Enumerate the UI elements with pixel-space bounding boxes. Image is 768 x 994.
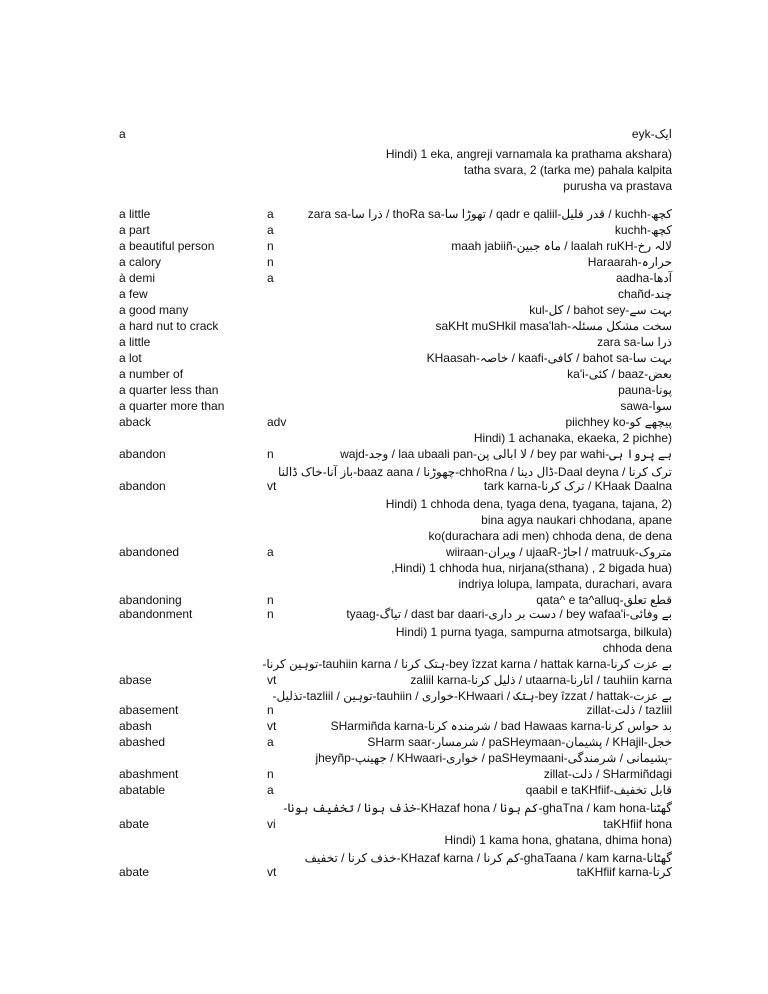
entry-definition: zara sa-ذرا سا (597, 335, 672, 349)
entry-definition: kul-کل / bahot sey-بہت سے (529, 303, 672, 317)
entry-definition: گھٹانا-ghaTaana / kam karna-کم کرنا / KHazaf karna-خذف کرنا / تخفیف (304, 851, 672, 865)
entry-row (0, 446, 768, 462)
entry-definition: chhoda dena (602, 641, 672, 655)
entry-term: a number of (119, 367, 184, 381)
entry-definition: purusha va prastava (563, 179, 672, 193)
entry-definition: qaabil e taKHfiif-قابل تخفیف (525, 783, 672, 797)
entry-definition: بے عزت-bey îzzat / hattak-ہتک / KHwaari-خواری / tauhiin-توہین / tazliil-تذلیل- (272, 689, 672, 703)
entry-term: abandoning (119, 593, 182, 607)
entry-definition: Hindi) 1 achanaka, ekaeka, 2 pichhe) (473, 431, 672, 445)
entry-row (0, 126, 768, 142)
entry-term: à demi (119, 271, 156, 285)
entry-row (0, 318, 768, 334)
entry-definition: tatha svara, 2 (tarka me) pahala kalpita (463, 163, 672, 177)
entry-definition: eyk-ایک (631, 127, 672, 141)
entry-definition: Haraarah-حرارہ (587, 255, 672, 269)
entry-row (0, 832, 768, 848)
entry-pos: a (267, 783, 274, 797)
entry-definition: Hindi) 1 purna tyaga, sampurna atmotsarga, bilkula) (395, 625, 672, 639)
entry-definition: zillat-ذلت / tazliil (586, 703, 672, 717)
entry-term: a part (119, 223, 150, 237)
entry-row (0, 496, 768, 512)
entry-pos: vt (267, 865, 277, 879)
entry-row (0, 414, 768, 430)
entry-term: aback (119, 415, 152, 429)
entry-pos: a (267, 223, 274, 237)
entry-term: abate (119, 865, 150, 879)
entry-pos: n (267, 447, 274, 461)
entry-row (0, 544, 768, 560)
entry-definition: ترک کرنا / Daal deyna-ڈال دینا / chhoRna-چھوڑنا / baaz aana-باز آنا-خاک ڈالنا (277, 465, 672, 479)
entry-row (0, 430, 768, 446)
entry-term: a lot (119, 351, 142, 365)
entry-pos: a (267, 735, 274, 749)
entry-pos: a (267, 545, 274, 559)
entry-definition: KHaasah-خاصہ / kaafi-کافی / bahot sa-بہت سا (426, 351, 672, 365)
entry-term: abandon (119, 447, 166, 461)
entry-term: abashed (119, 735, 166, 749)
entry-definition: chañd-چند (617, 287, 672, 301)
entry-pos: a (267, 207, 274, 221)
entry-definition: Hindi) 1 kama hona, ghatana, dhima hona) (444, 833, 672, 847)
entry-pos: n (267, 703, 274, 717)
entry-row (0, 734, 768, 750)
entry-row (0, 238, 768, 254)
entry-definition: SHarmiñda karna-شرمندہ کرنا / bad Hawaas karna-بد حواس کرنا (330, 719, 672, 733)
entry-pos: a (267, 271, 274, 285)
entry-row (0, 382, 768, 398)
entry-row (0, 206, 768, 222)
entry-definition: taKHfiif karna-کرنا (576, 865, 672, 879)
entry-definition: wajd-وجد / laa ubaali pan-لا ابالی پن / bey par wahi-بے پروا ہی (340, 447, 672, 461)
entry-definition: SHarm saar-شرمسار / paSHeymaan-پشیمان / KHajil-خجل (367, 735, 672, 749)
entry-definition: ko(durachara adi men) chhoda dena, de dena (428, 529, 672, 543)
entry-row (0, 254, 768, 270)
entry-row (0, 672, 768, 688)
entry-row (0, 656, 768, 672)
entry-definition: kuchh-کچھ (614, 223, 672, 237)
entry-pos: vi (267, 817, 276, 831)
entry-definition: zaliil karna-ذلیل کرنا / utaarna-اتارنا / tauhiin karna (410, 673, 672, 687)
entry-row (0, 302, 768, 318)
entry-row (0, 162, 768, 178)
entry-definition: pauna-پونا (618, 383, 672, 397)
entry-term: abasement (119, 703, 179, 717)
entry-term: a quarter more than (119, 399, 225, 413)
entry-term: abashment (119, 767, 179, 781)
entry-definition: wiiraan-ویران / ujaaR-اجاڑ / matruuk-متروک (445, 545, 672, 559)
entry-pos: vt (267, 719, 277, 733)
entry-row (0, 606, 768, 622)
entry-row (0, 624, 768, 640)
entry-row (0, 222, 768, 238)
entry-definition: maah jabiiñ-ماہ جبین / laalah ruKH-لالہ رخ (451, 239, 672, 253)
entry-definition: taKHfiif hona (603, 817, 672, 831)
entry-definition: tyaag-تیاگ / dast bar daari-دست بر داری / bey wafaa'i-بے وفائی (346, 607, 672, 621)
entry-term: abandoned (119, 545, 180, 559)
entry-definition: saKHt muSHkil masa'lah-سخت مشکل مسئلہ (435, 319, 672, 333)
entry-row (0, 718, 768, 734)
entry-definition: tark karna-ترک کرنا / KHaak Daalna (483, 479, 672, 493)
entry-definition: piichhey ko-پیچھے کو (565, 415, 672, 429)
entry-definition: ka'i-کئی / baaz-بعض (567, 367, 672, 381)
entry-row (0, 286, 768, 302)
entry-term: abate (119, 817, 150, 831)
entry-row (0, 864, 768, 880)
entry-row (0, 782, 768, 798)
entry-row (0, 478, 768, 494)
entry-pos: n (267, 255, 274, 269)
entry-definition: Hindi) 1 chhoda dena, tyaga dena, tyagana, tajana, 2) (385, 497, 672, 511)
entry-definition: sawa-سوا (620, 399, 672, 413)
entry-row (0, 702, 768, 718)
entry-row (0, 750, 768, 766)
entry-pos: adv (267, 415, 287, 429)
entry-term: a calory (119, 255, 162, 269)
entry-pos: n (267, 593, 274, 607)
entry-definition: qata^ e ta^alluq-قطع تعلق (536, 593, 672, 607)
entry-row (0, 800, 768, 816)
entry-term: abandonment (119, 607, 193, 621)
entry-definition: jheyñp-جھینپ / KHwaari-خواری / paSHeymaani-پشیمانی / شرمندگی- (315, 751, 672, 765)
entry-definition: zara sa-ذرا سا / thoRa sa-تھوڑا سا / qadr e qaliil-قدر قلیل / kuchh-کچھ (307, 207, 672, 221)
entry-term: a little (119, 335, 151, 349)
entry-term: a hard nut to crack (119, 319, 219, 333)
entry-row (0, 576, 768, 592)
entry-term: a (119, 127, 126, 141)
entry-term: abash (119, 719, 152, 733)
entry-definition: zillat-ذلت / SHarmiñdagi (543, 767, 672, 781)
entry-definition: بے عزت کرنا-bey îzzat karna / hattak karna-ہتک کرنا / tauhiin karna-توہین کرنا- (262, 657, 672, 671)
entry-definition: گھٹنا-ghaTna / kam hona-کم ہونا / KHazaf hona-خذف ہونا / تخفیف ہونا- (283, 801, 672, 815)
entry-row (0, 178, 768, 194)
entry-row (0, 640, 768, 656)
entry-definition: ,Hindi) 1 chhoda hua, nirjana(sthana) , 2 bigada hua) (391, 561, 672, 575)
entry-row (0, 350, 768, 366)
entry-row (0, 334, 768, 350)
entry-pos: vt (267, 479, 277, 493)
entry-term: a few (119, 287, 148, 301)
entry-definition: aadha-آدھا (615, 271, 672, 285)
entry-term: abatable (119, 783, 166, 797)
entry-row (0, 398, 768, 414)
entry-definition: Hindi) 1 eka, angreji varnamala ka prathama akshara) (385, 147, 672, 161)
entry-pos: n (267, 767, 274, 781)
entry-pos: n (267, 239, 274, 253)
entry-term: abase (119, 673, 152, 687)
entry-term: a good many (119, 303, 189, 317)
entry-pos: n (267, 607, 274, 621)
entry-row (0, 512, 768, 528)
entry-term: a quarter less than (119, 383, 219, 397)
entry-definition: indriya lolupa, lampata, durachari, avara (458, 577, 672, 591)
entry-row (0, 766, 768, 782)
entry-term: a little (119, 207, 151, 221)
entry-row (0, 528, 768, 544)
entry-row (0, 816, 768, 832)
entry-pos: vt (267, 673, 277, 687)
entry-row (0, 146, 768, 162)
entry-row (0, 270, 768, 286)
entry-term: abandon (119, 479, 166, 493)
entry-term: a beautiful person (119, 239, 215, 253)
entry-definition: bina agya naukari chhodana, apane (481, 513, 672, 527)
entry-row (0, 366, 768, 382)
entry-row (0, 560, 768, 576)
